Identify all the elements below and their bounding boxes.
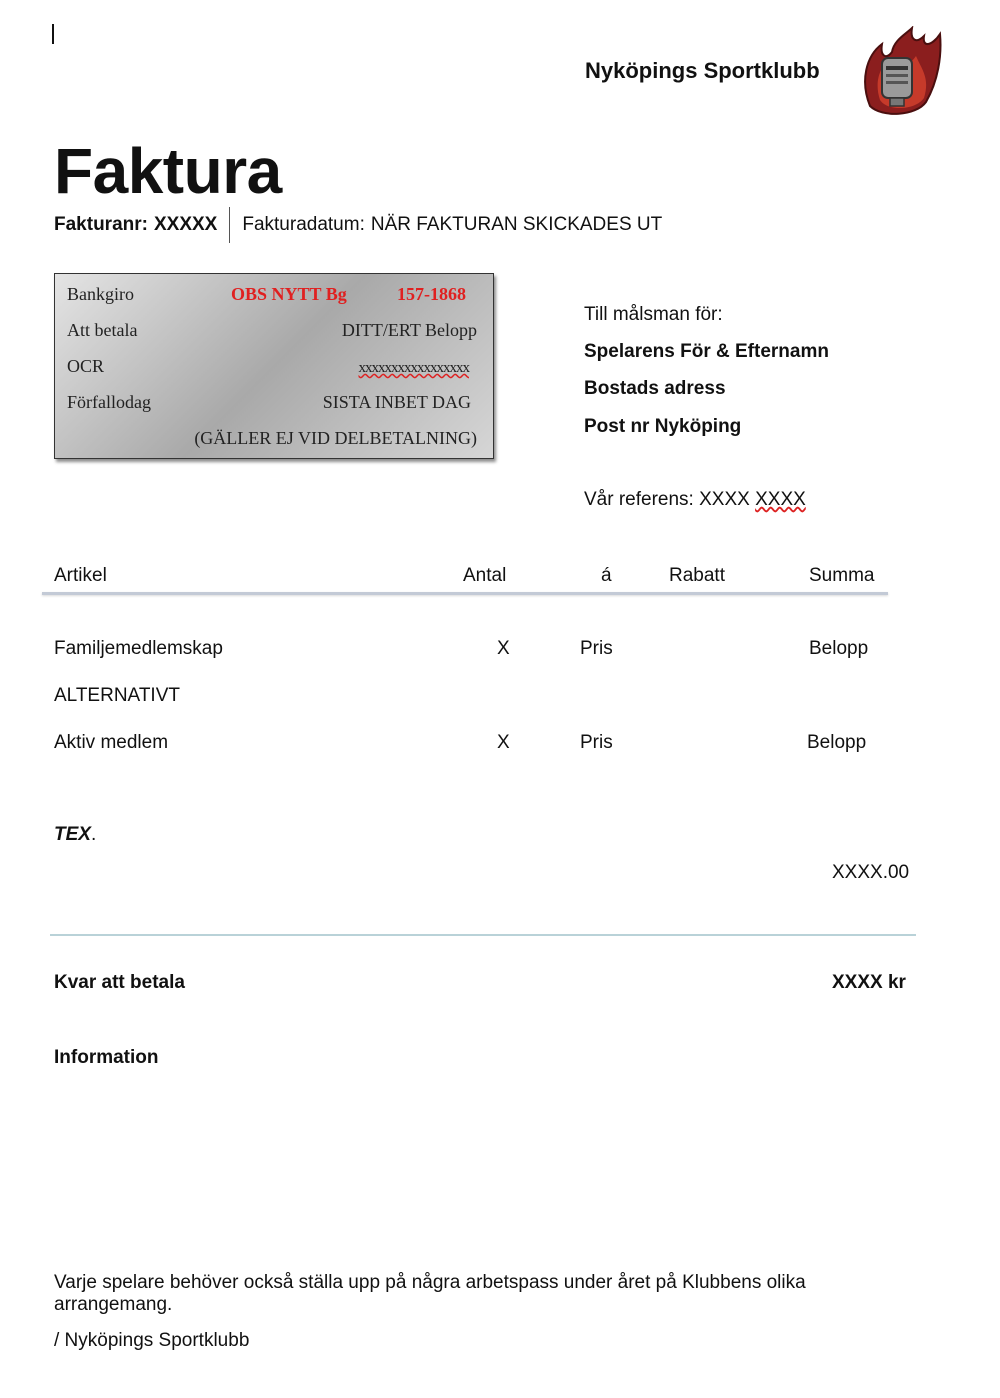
recipient-name: Spelarens För & Efternamn [584, 341, 829, 362]
total-divider [50, 934, 916, 936]
ocr-value: xxxxxxxxxxxxxxxxx [358, 360, 469, 376]
recipient-postal: Post nr Nyköping [584, 416, 742, 437]
invoice-meta [54, 207, 662, 243]
bankgiro-number: 157-1868 [397, 284, 466, 304]
row-3-unit-price: Pris [580, 732, 613, 753]
row-1-sum: Belopp [809, 638, 869, 659]
row-3-article: Aktiv medlem [54, 732, 169, 753]
invoice-title: Faktura [54, 135, 282, 207]
row-1-quantity: X [497, 638, 510, 659]
club-name: Nyköpings Sportklubb [585, 58, 820, 83]
amount-value: DITT/ERT Belopp [341, 320, 477, 340]
recipient-address: Bostads adress [584, 378, 726, 399]
balance-value: XXXX kr [832, 972, 906, 993]
row-3-quantity: X [497, 732, 510, 753]
row-1-unit-price: Pris [580, 638, 613, 659]
tex-label [54, 824, 96, 846]
partial-payment-note-row [67, 428, 477, 454]
invoice-number-label: Fakturanr: [54, 214, 148, 235]
invoice-number-value: XXXXX [153, 214, 218, 235]
footer-note: Varje spelare behöver också ställa upp på några arbetspass under året på Klubbens olika arrangemang. [54, 1272, 806, 1315]
row-2-article: ALTERNATIVT [54, 685, 180, 706]
information-heading: Information [54, 1047, 159, 1068]
amount-row [67, 320, 477, 346]
column-header-article: Artikel [54, 565, 107, 586]
reference-label: Vår referens: [584, 489, 694, 510]
amount-label: Att betala [67, 320, 138, 340]
tex-dot: . [90, 824, 97, 845]
partial-payment-note: (GÄLLER EJ VID DELBETALNING) [194, 428, 477, 448]
payment-box [54, 273, 494, 459]
invoice-date-value: NÄR FAKTURAN SKICKADES UT [370, 214, 663, 235]
ocr-label: OCR [67, 356, 105, 376]
bankgiro-label: Bankgiro [67, 284, 134, 304]
due-value: SISTA INBET DAG [322, 392, 471, 412]
ocr-row [67, 356, 477, 382]
recipient-to-label: Till målsman för: [584, 304, 723, 325]
table-header-divider [42, 592, 888, 595]
bankgiro-notice: OBS NYTT Bg [231, 284, 347, 304]
reference-value-1: XXXX [699, 489, 750, 510]
text-cursor [52, 24, 54, 44]
tex-text: TEX [54, 824, 91, 845]
bankgiro-row [67, 284, 477, 310]
invoice-date-label: Fakturadatum: [242, 214, 365, 235]
column-header-sum: Summa [809, 565, 875, 586]
column-header-discount: Rabatt [669, 565, 725, 586]
tex-amount: XXXX.00 [832, 862, 910, 883]
row-1-article: Familjemedlemskap [54, 638, 223, 659]
row-3-sum: Belopp [807, 732, 867, 753]
footer-signature: / Nyköpings Sportklubb [54, 1330, 250, 1351]
reference-value-2: XXXX [755, 489, 806, 510]
balance-label: Kvar att betala [54, 972, 185, 993]
column-header-unit-price: á [601, 565, 612, 586]
meta-divider [229, 207, 230, 243]
column-header-quantity: Antal [463, 565, 507, 586]
knight-helmet-flame-logo [860, 26, 942, 116]
due-label: Förfallodag [67, 392, 151, 412]
due-row [67, 392, 477, 418]
reference-line [584, 489, 806, 511]
